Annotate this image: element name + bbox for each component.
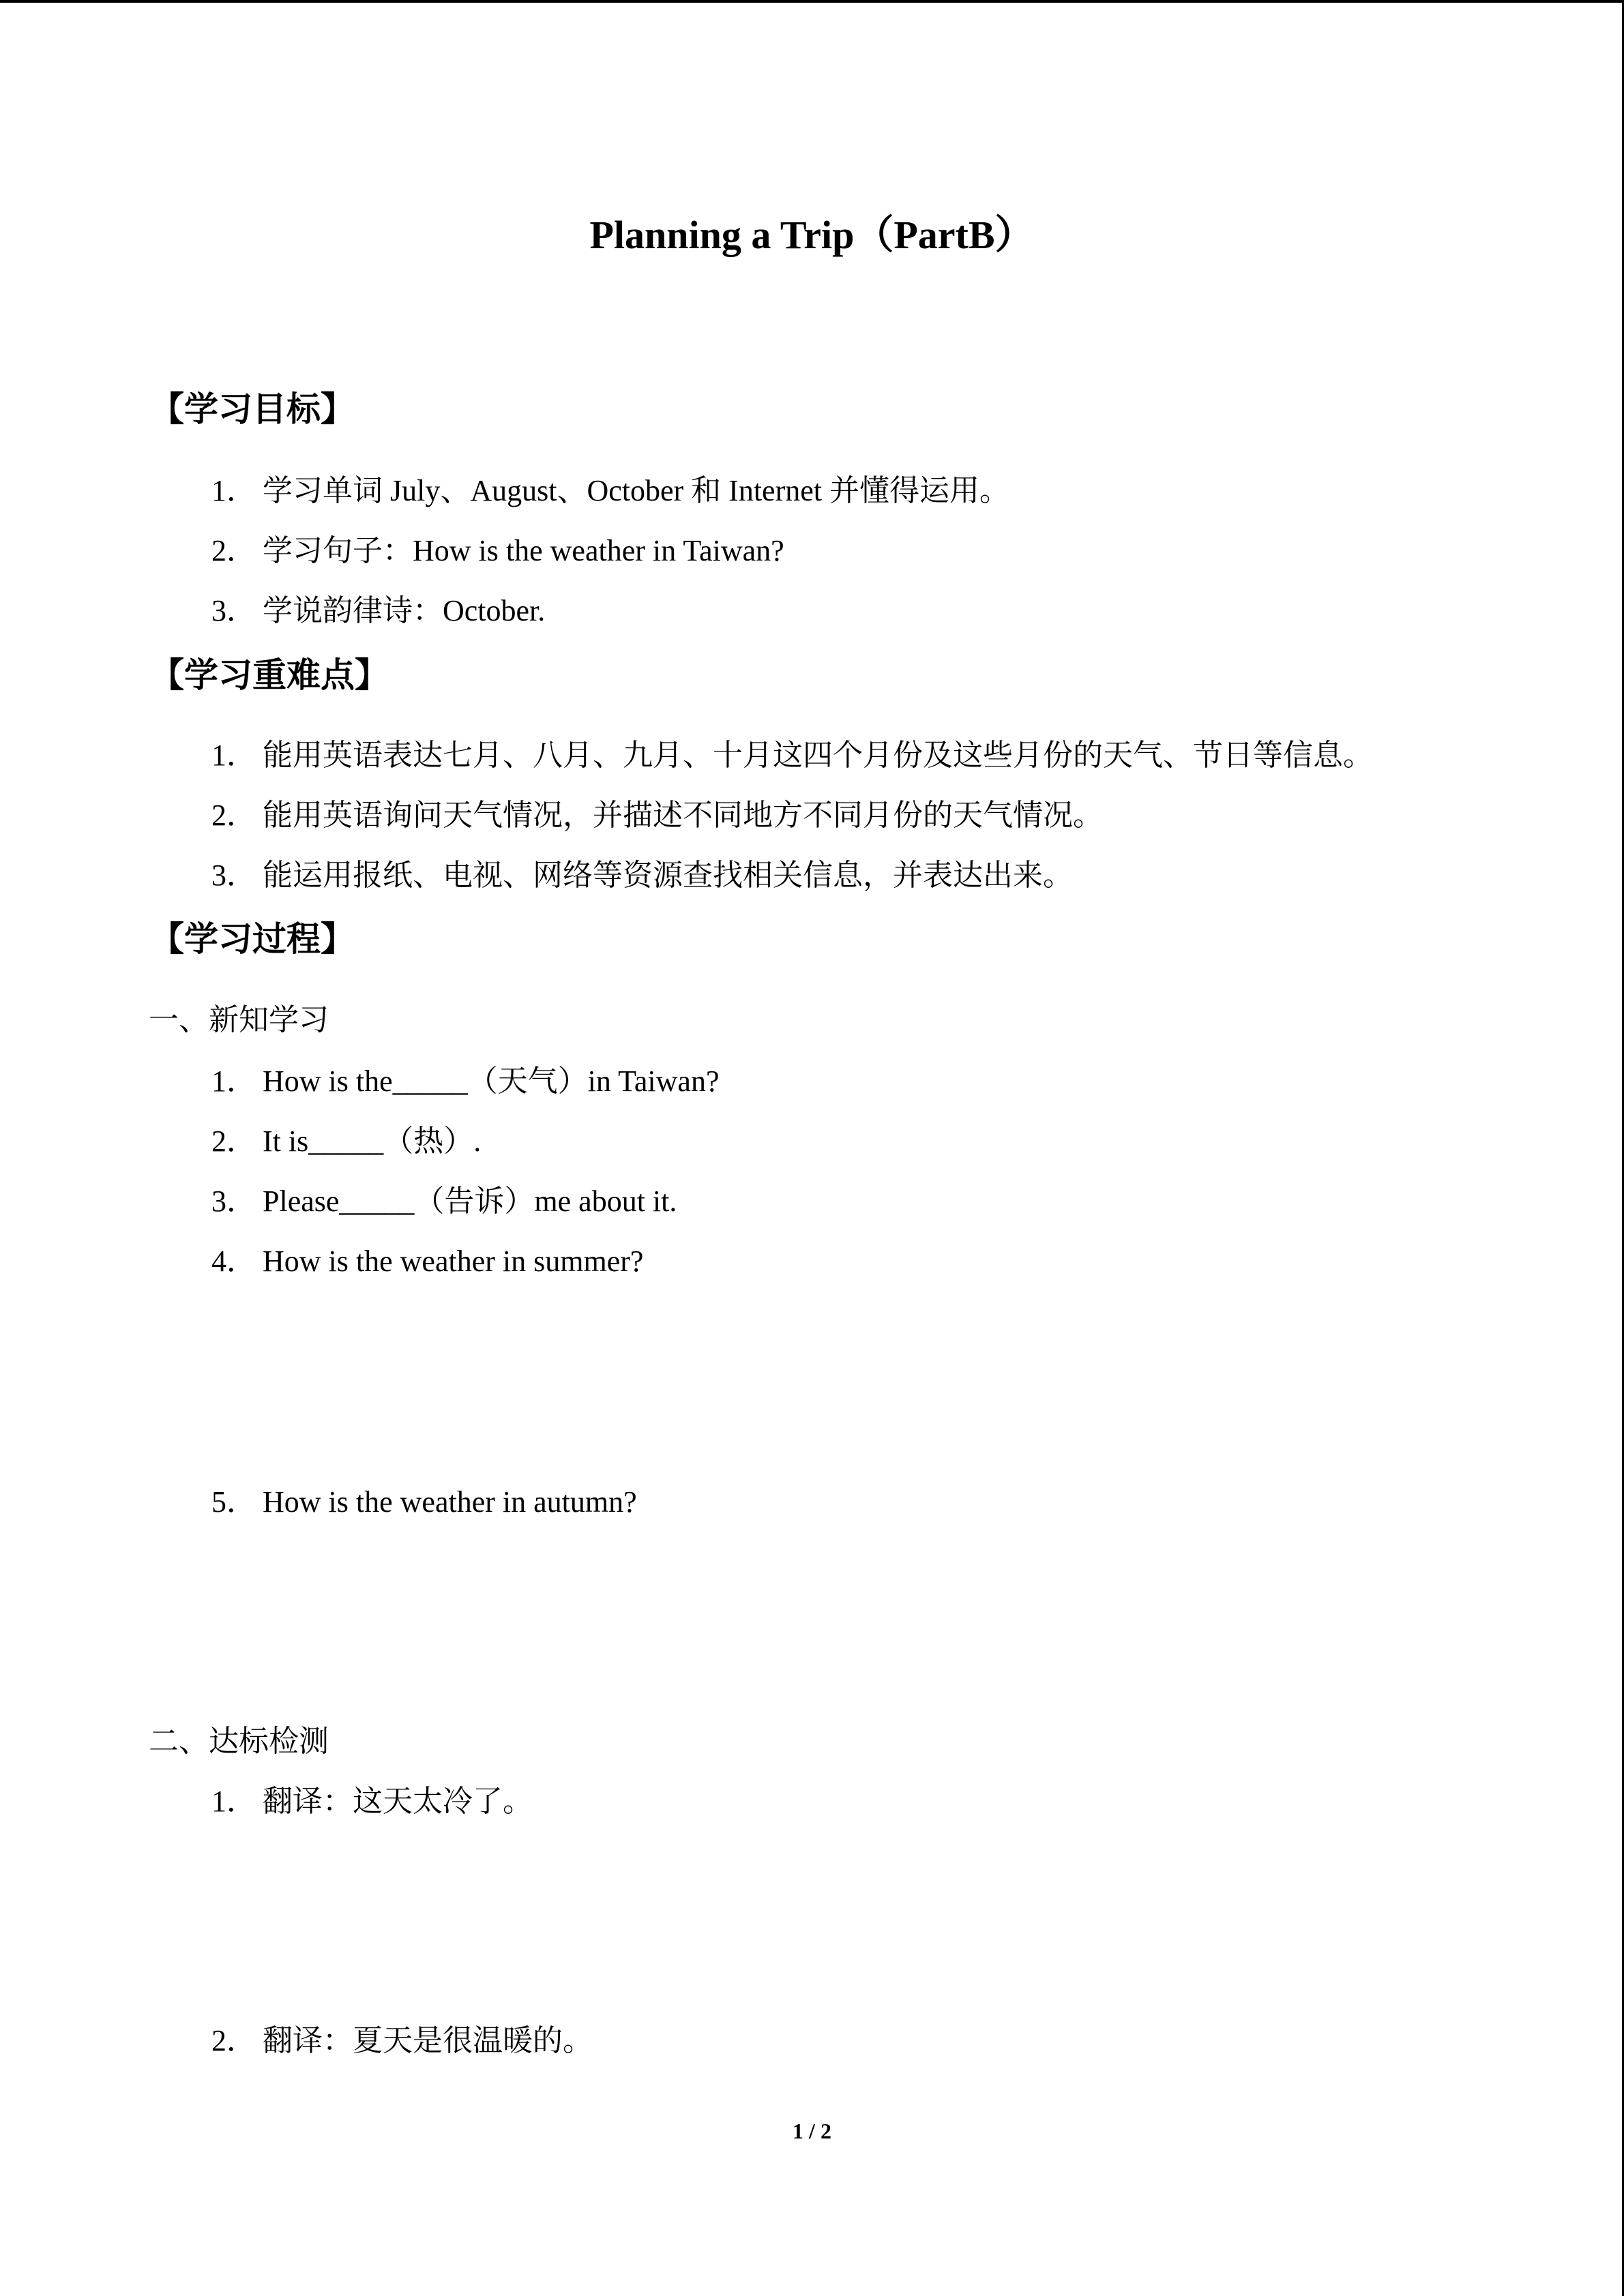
sub-heading-new-knowledge: 一、新知学习 xyxy=(149,1003,329,1037)
goal-item xyxy=(211,591,545,631)
item-text: How is the weather in autumn? xyxy=(263,1485,637,1519)
key-point-item xyxy=(211,855,1073,896)
item-number: 3． xyxy=(211,859,256,892)
item-text: How is the weather in summer? xyxy=(263,1244,644,1278)
goal-item xyxy=(211,471,1009,511)
item-text: 能用英语表达七月、八月、九月、十月这四个月份及这些月份的天气、节日等信息。 xyxy=(263,739,1373,772)
item-number: 2． xyxy=(211,1124,256,1158)
exercise-item xyxy=(211,2021,593,2061)
item-text: 学说韵律诗：October. xyxy=(263,594,546,627)
page-number: 1 / 2 xyxy=(793,2119,831,2143)
item-text: Please_____（告诉）me about it. xyxy=(263,1184,677,1218)
item-text: 翻译：夏天是很温暖的。 xyxy=(263,2024,593,2057)
item-number: 2． xyxy=(211,534,256,567)
exercise-item xyxy=(211,1181,677,1222)
item-number: 3． xyxy=(211,1184,256,1218)
item-number: 2． xyxy=(211,2024,256,2057)
item-text: How is the_____（天气）in Taiwan? xyxy=(263,1064,720,1098)
key-point-item xyxy=(211,735,1373,776)
item-number: 1． xyxy=(211,1785,256,1818)
item-number: 4． xyxy=(211,1244,256,1278)
document-title: Planning a Trip（PartB） xyxy=(589,213,1035,257)
item-text: 学习句子：How is the weather in Taiwan? xyxy=(263,534,784,567)
item-text: 翻译：这天太冷了。 xyxy=(263,1785,533,1818)
exercise-item xyxy=(211,1482,637,1523)
item-number: 1． xyxy=(211,1064,256,1098)
item-number: 5． xyxy=(211,1485,256,1519)
item-text: 能用英语询问天气情况，并描述不同地方不同月份的天气情况。 xyxy=(263,799,1103,832)
sub-heading-assessment: 二、达标检测 xyxy=(149,1725,329,1758)
item-number: 2． xyxy=(211,799,256,832)
exercise-item xyxy=(211,1241,643,1282)
item-number: 1． xyxy=(211,474,256,507)
section-heading-process: 【学习过程】 xyxy=(150,919,355,959)
exercise-item xyxy=(211,1061,719,1102)
item-text: It is_____（热）. xyxy=(263,1124,482,1158)
item-number: 1． xyxy=(211,739,256,772)
section-heading-goals: 【学习目标】 xyxy=(150,389,355,429)
goal-item xyxy=(211,531,784,571)
item-text: 能运用报纸、电视、网络等资源查找相关信息，并表达出来。 xyxy=(263,859,1073,892)
exercise-item xyxy=(211,1781,533,1822)
key-point-item xyxy=(211,795,1103,836)
exercise-item xyxy=(211,1121,481,1162)
item-number: 3． xyxy=(211,594,256,627)
section-heading-key-points: 【学习重难点】 xyxy=(150,655,389,695)
item-text: 学习单词 July、August、October 和 Internet 并懂得运用。 xyxy=(263,474,1009,507)
